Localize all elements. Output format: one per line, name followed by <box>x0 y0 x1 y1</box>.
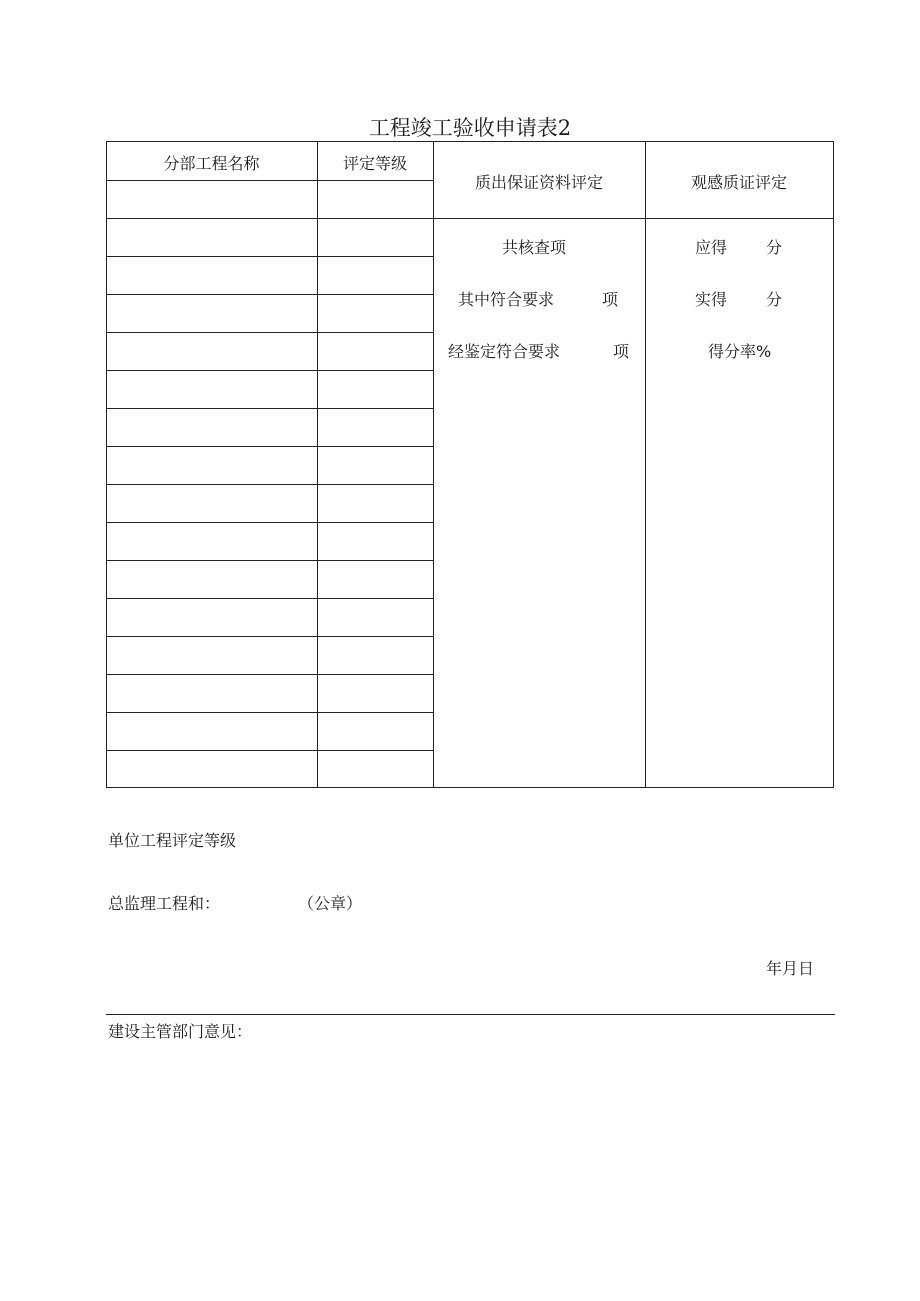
grade-cell[interactable] <box>318 409 432 445</box>
grade-cell[interactable] <box>318 333 432 369</box>
grade-cell[interactable] <box>318 561 432 597</box>
sub-project-name-cell[interactable] <box>107 675 316 711</box>
grade-cell[interactable] <box>318 295 432 331</box>
sub-project-name-cell[interactable] <box>107 447 316 483</box>
sub-project-name-cell[interactable] <box>107 371 316 407</box>
actual-score-unit: 分 <box>766 290 783 309</box>
name-input-header-row[interactable] <box>107 181 316 217</box>
authority-opinion-label: 建设主管部门意见： <box>108 1022 253 1041</box>
acceptance-table <box>106 141 833 787</box>
grade-cell[interactable] <box>318 751 432 787</box>
header-sub-project-name: 分部工程名称 <box>163 154 260 173</box>
grade-cell[interactable] <box>318 637 432 673</box>
grade-input-header-row[interactable] <box>318 181 432 217</box>
sub-project-name-cell[interactable] <box>107 257 316 293</box>
header-appearance: 观感质证评定 <box>690 173 787 192</box>
grade-cell[interactable] <box>318 675 432 711</box>
chief-supervisor-label: 总监理工程和： <box>108 894 221 913</box>
sub-project-name-cell[interactable] <box>107 523 316 559</box>
sub-project-name-cell[interactable] <box>107 485 316 521</box>
appraised-unit: 项 <box>613 342 630 361</box>
sub-project-name-cell[interactable] <box>107 219 316 255</box>
table-border-right <box>833 141 834 787</box>
sub-project-name-cell[interactable] <box>107 561 316 597</box>
header-quality-docs: 质出保证资料评定 <box>474 173 603 192</box>
sub-project-name-cell[interactable] <box>107 713 316 749</box>
compliant-unit: 项 <box>602 290 619 309</box>
grade-cell[interactable] <box>318 599 432 635</box>
score-rate-label: 得分率% <box>708 342 772 361</box>
sub-project-name-cell[interactable] <box>107 295 316 331</box>
date-label: 年月日 <box>766 959 815 978</box>
total-checked-label: 共核查项 <box>502 238 567 257</box>
grade-cell[interactable] <box>318 219 432 255</box>
column-divider-grade-docs <box>433 141 434 787</box>
sub-project-name-cell[interactable] <box>107 409 316 445</box>
sub-project-name-cell[interactable] <box>107 599 316 635</box>
grade-cell[interactable] <box>318 713 432 749</box>
official-seal-label: （公章） <box>298 894 363 913</box>
header-grade: 评定等级 <box>342 154 407 173</box>
compliant-label: 其中符合要求 <box>458 290 555 309</box>
expected-score-unit: 分 <box>766 238 783 257</box>
footer-divider <box>106 1014 835 1015</box>
table-border-top <box>106 141 834 142</box>
table-border-bottom <box>106 787 834 788</box>
sub-project-name-cell[interactable] <box>107 637 316 673</box>
expected-score-label: 应得 <box>695 238 728 257</box>
document-title: 工程竣工验收申请表2 <box>368 116 572 140</box>
grade-cell[interactable] <box>318 523 432 559</box>
unit-grade-label: 单位工程评定等级 <box>108 831 237 850</box>
grade-cell[interactable] <box>318 485 432 521</box>
column-divider-docs-appearance <box>645 141 646 787</box>
grade-cell[interactable] <box>318 371 432 407</box>
sub-project-name-cell[interactable] <box>107 333 316 369</box>
grade-cell[interactable] <box>318 257 432 293</box>
appraised-label: 经鉴定符合要求 <box>448 342 561 361</box>
sub-project-name-cell[interactable] <box>107 751 316 787</box>
grade-cell[interactable] <box>318 447 432 483</box>
actual-score-label: 实得 <box>695 290 728 309</box>
